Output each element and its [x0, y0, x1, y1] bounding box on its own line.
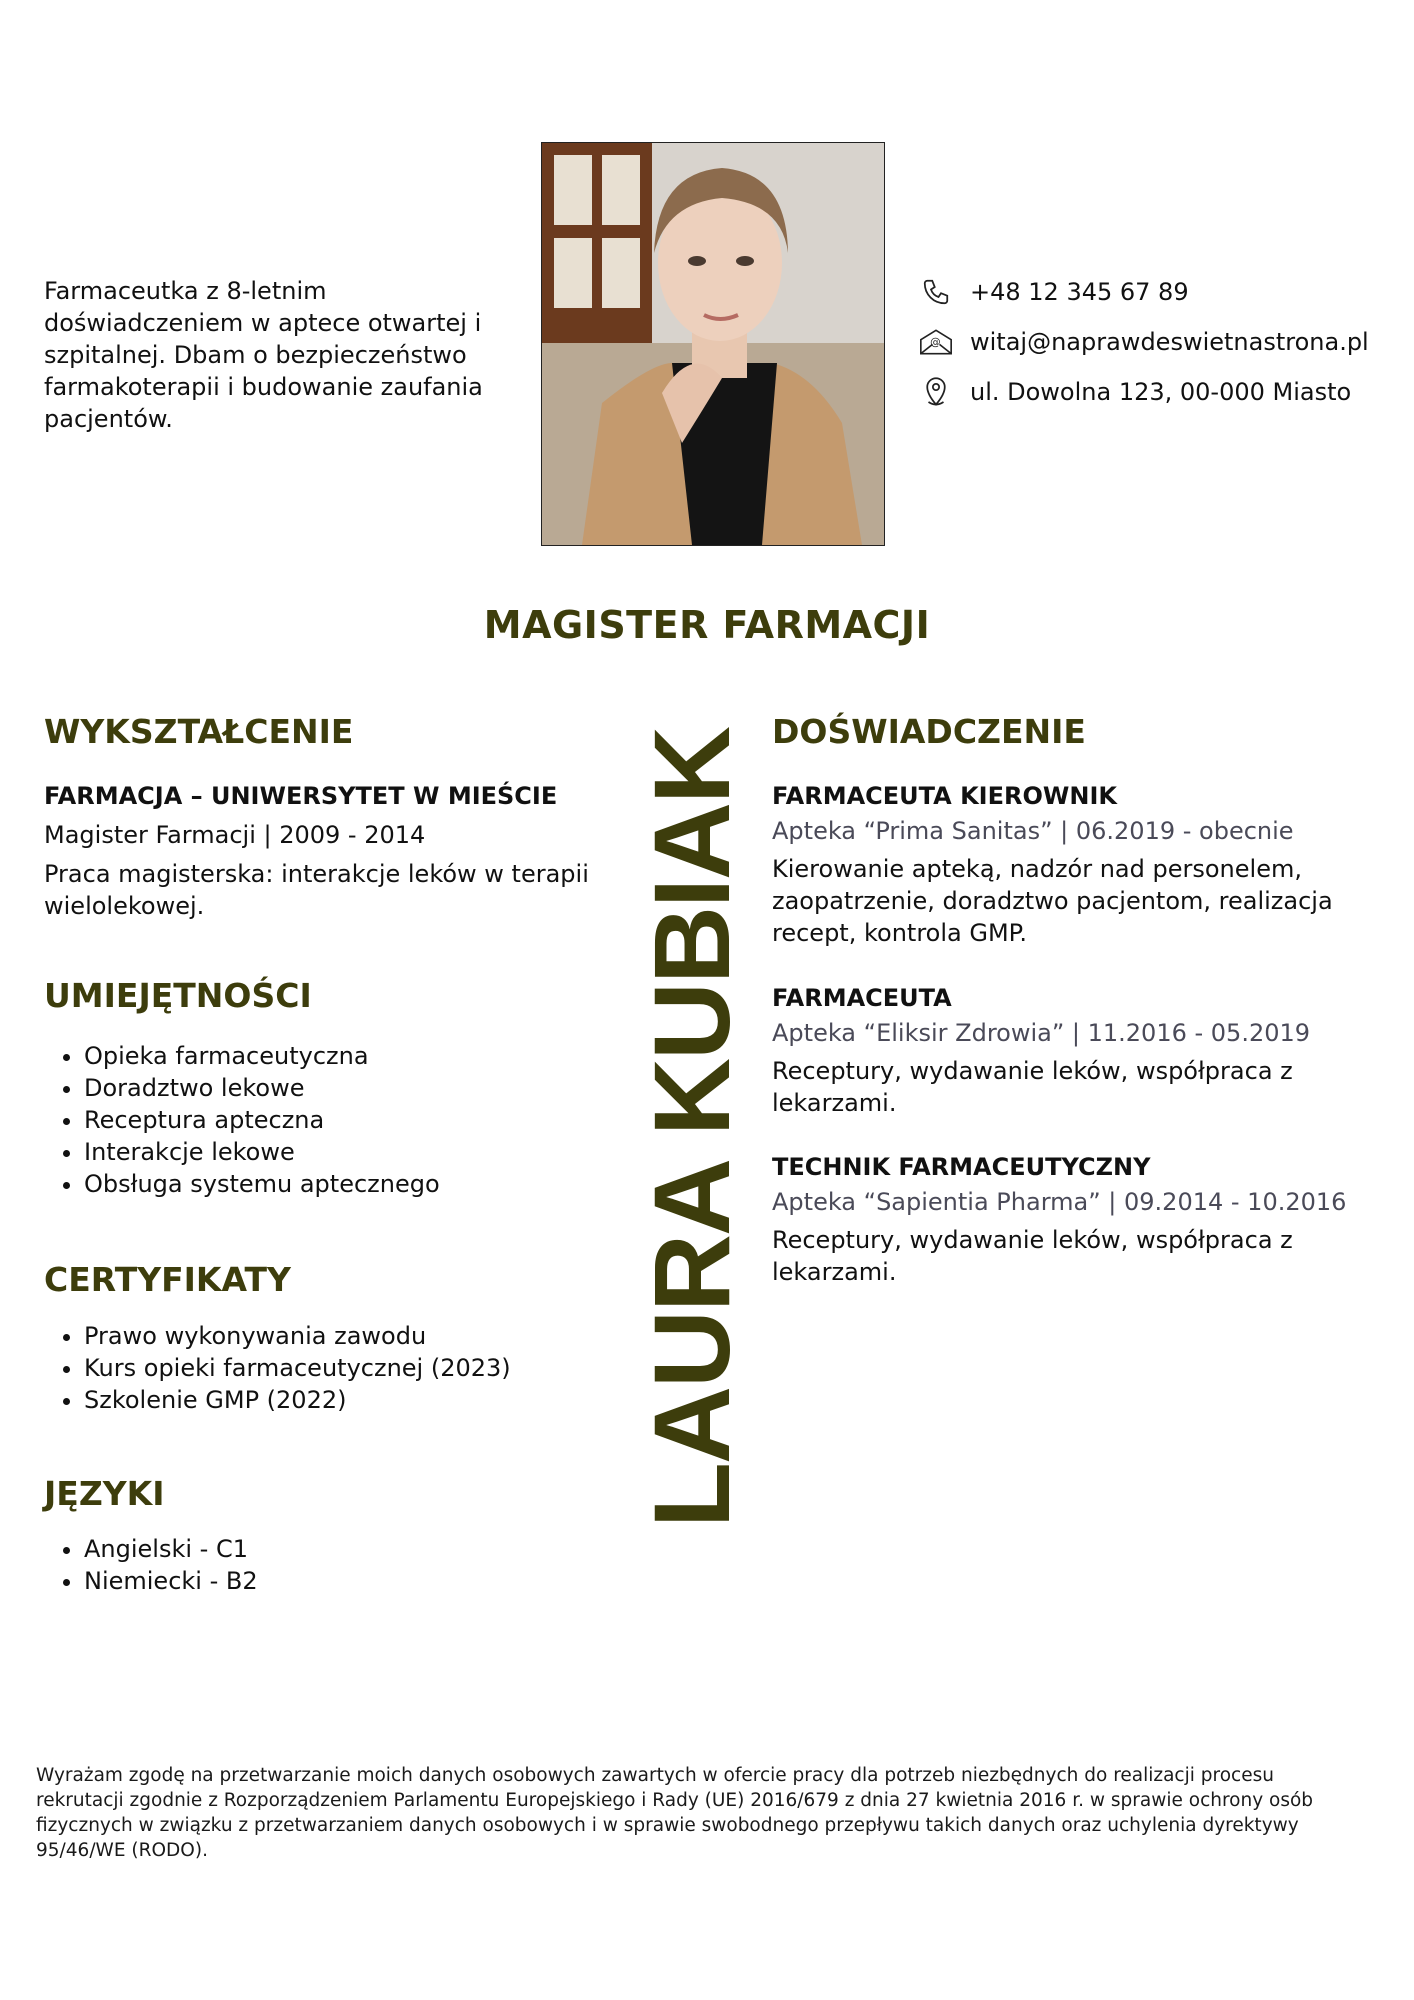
list-item: • Receptura apteczna [84, 1104, 440, 1136]
phone-text[interactable]: +48 12 345 67 89 [970, 278, 1189, 306]
list-item: • Kurs opieki farmaceutycznej (2023) [84, 1352, 511, 1384]
contact-phone [918, 276, 1189, 308]
experience-title: DOŚWIADCZENIE [772, 712, 1086, 751]
portrait-image [542, 143, 884, 545]
job-position: FARMACEUTA [772, 984, 952, 1012]
profile-summary: Farmaceutka z 8-letnim doświadczeniem w aptece otwartej i szpitalnej. Dbam o bezpieczeństwo farmakoterapii i budowanie zaufania pacjentów. [44, 277, 483, 433]
education-title: WYKSZTAŁCENIE [44, 712, 354, 751]
list-item: • Interakcje lekowe [84, 1136, 440, 1168]
education-thesis: Praca magisterska: interakcje leków w terapii wielolekowej. [44, 860, 589, 920]
certificates-list [44, 1320, 511, 1416]
education-school: FARMACJA – UNIWERSYTET W MIEŚCIE [44, 782, 558, 810]
location-pin-icon [918, 376, 954, 408]
job-description: Receptury, wydawanie leków, współpraca z lekarzami. [772, 1226, 1293, 1286]
certificates-title: CERTYFIKATY [44, 1260, 291, 1299]
rodo-consent: Wyrażam zgodę na przetwarzanie moich danych osobowych zawartych w ofercie pracy dla potrzeb niezbędnych do realizacji procesu rekrutacji zgodnie z Rozporządzeniem Parlamentu Europejskiego i Rady (UE) 2016/679 z dnia 27 kwietnia 2016 r. w sprawie ochrony osób fizycznych w związku z przetwarzaniem danych osobowych i w sprawie swobodnego przepływu takich danych oraz uchylenia dyrektywy 95/46/WE (RODO). [36, 1765, 1314, 1861]
list-item: • Doradztwo lekowe [84, 1072, 440, 1104]
job-position: FARMACEUTA KIEROWNIK [772, 782, 1117, 810]
job-title: MAGISTER FARMACJI [483, 603, 931, 647]
languages-title: JĘZYKI [44, 1474, 165, 1513]
contact-address [918, 376, 1351, 408]
list-item: • Opieka farmaceutyczna [84, 1040, 440, 1072]
full-name: LAURA KUBIAK [631, 728, 753, 1528]
list-item: • Niemiecki - B2 [84, 1565, 258, 1597]
list-item: • Obsługa systemu aptecznego [84, 1168, 440, 1200]
phone-icon [918, 276, 954, 308]
list-item: • Szkolenie GMP (2022) [84, 1384, 511, 1416]
job-employer: Apteka “Prima Sanitas” | 06.2019 - obecnie [772, 817, 1294, 845]
address-text: ul. Dowolna 123, 00-000 Miasto [970, 378, 1352, 406]
job-description: Kierowanie apteką, nadzór nad personelem, zaopatrzenie, doradztwo pacjentom, realizacja recept, kontrola GMP. [772, 855, 1333, 947]
job-employer: Apteka “Sapientia Pharma” | 09.2014 - 10.2016 [772, 1188, 1347, 1216]
name-vertical [631, 708, 753, 1548]
email-text[interactable]: witaj@naprawdeswietnastrona.pl [970, 328, 1369, 356]
contact-email [918, 326, 1369, 358]
education-degree: Magister Farmacji | 2009 - 2014 [44, 821, 426, 849]
languages-list [44, 1533, 258, 1597]
job-description: Receptury, wydawanie leków, współpraca z lekarzami. [772, 1057, 1293, 1117]
email-icon [918, 326, 954, 358]
svg-text:@: @ [930, 336, 941, 349]
skills-list [44, 1040, 440, 1200]
job-employer: Apteka “Eliksir Zdrowia” | 11.2016 - 05.2019 [772, 1019, 1311, 1047]
skills-title: UMIEJĘTNOŚCI [44, 976, 312, 1015]
job-position: TECHNIK FARMACEUTYCZNY [772, 1153, 1151, 1181]
list-item: • Prawo wykonywania zawodu [84, 1320, 511, 1352]
list-item: • Angielski - C1 [84, 1533, 258, 1565]
profile-photo [541, 142, 885, 546]
